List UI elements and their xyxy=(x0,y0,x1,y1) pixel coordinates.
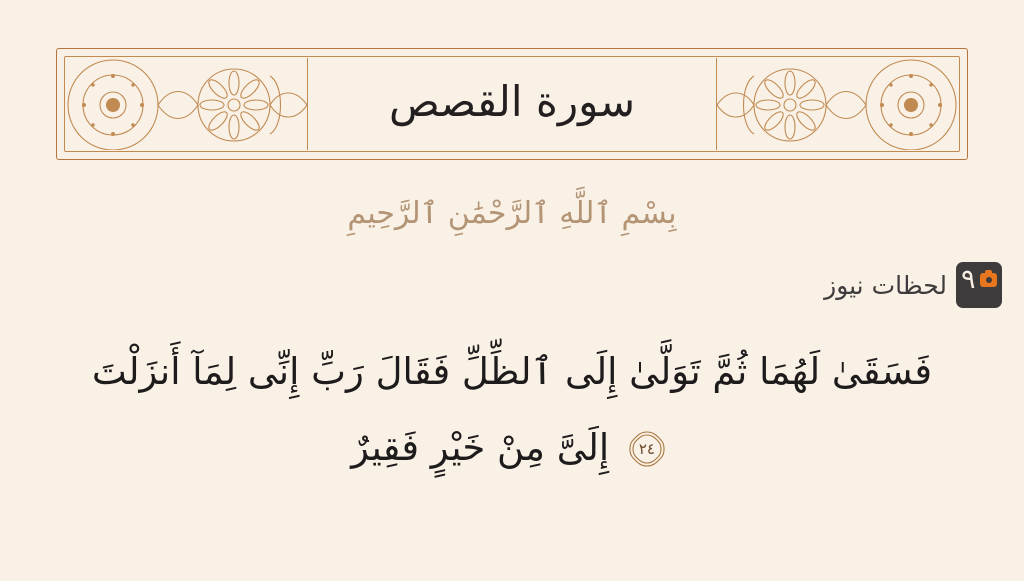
basmala-text: بِسْمِ ٱللَّهِ ٱلرَّحْمَٰنِ ٱلرَّحِيمِ xyxy=(347,196,677,231)
surah-title-banner xyxy=(56,48,968,160)
floral-rosette-ornament-icon xyxy=(66,58,307,150)
banner-left-ornament xyxy=(66,58,307,150)
site-logo xyxy=(824,262,1002,308)
ayah-line-2-row xyxy=(60,412,964,484)
floral-rosette-ornament-icon xyxy=(717,58,958,150)
ayah-text-block xyxy=(60,336,964,484)
ayah-number: ٢٤ xyxy=(638,439,655,458)
page-title: سورة القصص xyxy=(388,77,636,126)
ayah-marker-icon xyxy=(627,429,667,469)
logo-mark xyxy=(956,262,1002,308)
logo-text: لحظات نيوز xyxy=(824,270,947,300)
surah-title-panel xyxy=(307,58,717,150)
basmala-container xyxy=(0,196,1024,231)
ayah-line-2: إِلَىَّ مِنْ خَيْرٍ فَقِيرٌ xyxy=(351,426,610,470)
camera-icon xyxy=(980,273,997,287)
logo-digit: ٩ xyxy=(961,264,976,295)
banner-right-ornament xyxy=(717,58,958,150)
ayah-line-1: فَسَقَىٰ لَهُمَا ثُمَّ تَوَلَّىٰ إِلَى ٱلظِّلِّ فَقَالَ رَبِّ إِنِّى لِمَآ أَنزَلْتَ xyxy=(91,350,933,393)
